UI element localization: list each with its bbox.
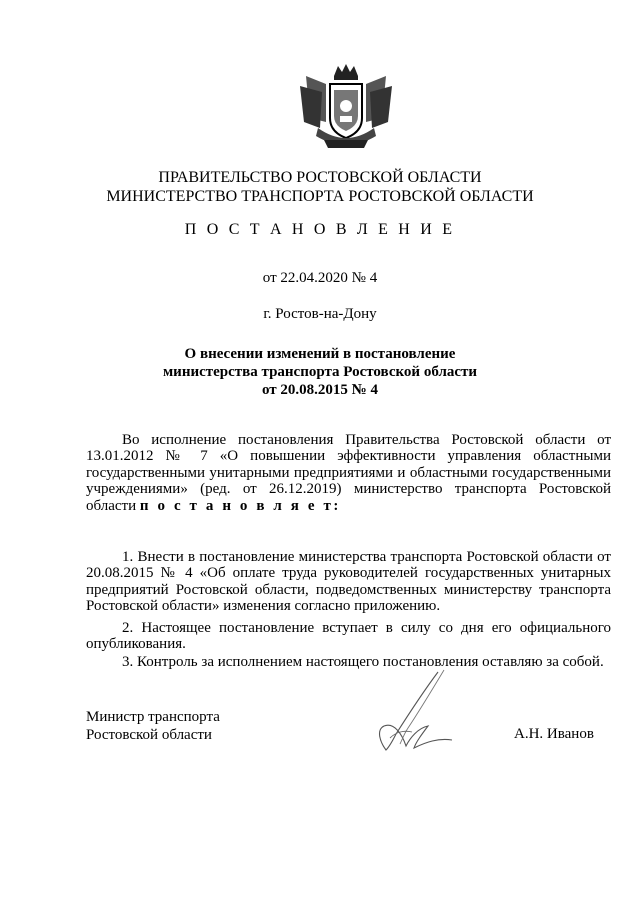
signatory-position	[86, 708, 220, 744]
document-type: П О С Т А Н О В Л Е Н И Е	[184, 221, 456, 238]
city: г. Ростов-на-Дону	[263, 306, 377, 322]
item-2: 2. Настоящее постановление вступает в силу со дня его официального опубликования.	[86, 620, 611, 653]
ministry-name: МИНИСТЕРСТВО ТРАНСПОРТА РОСТОВСКОЙ ОБЛАСТИ	[106, 188, 534, 205]
date-number: от 22.04.2020 № 4	[262, 270, 378, 286]
document-title-line-2: министерства транспорта Ростовской области	[162, 364, 478, 380]
intro-paragraph	[86, 432, 611, 514]
document-title-line-3: от 20.08.2015 № 4	[262, 382, 378, 398]
signatory-name: А.Н. Иванов	[514, 726, 594, 742]
government-name: ПРАВИТЕЛЬСТВО РОСТОВСКОЙ ОБЛАСТИ	[158, 169, 482, 186]
signature-image	[366, 668, 456, 758]
signatory-position-line-2: Ростовской области	[86, 727, 212, 743]
signatory-position-line-1: Министр транспорта	[86, 709, 220, 725]
document-title-line-1: О внесении изменений в постановление	[184, 346, 456, 362]
resolves-word: п о с т а н о в л я е т:	[139, 497, 342, 514]
intro-text: Во исполнение постановления Правительства Ростовской области от 13.01.2012 № 7 «О повышении эффективности управления областными государственными унитарными предприятиями и областными государственными учреждениями» (ред. от 26.12.2019) министерство транспорта Ростовской области	[86, 432, 611, 514]
coat-of-arms-icon	[296, 62, 396, 154]
item-3: 3. Контроль за исполнением настоящего постановления оставляю за собой.	[122, 654, 604, 670]
item-1: 1. Внести в постановление министерства транспорта Ростовской области от 20.08.2015 № 4 «Об оплате труда руководителей государственных унитарных предприятий Ростовской области, подведомственных министерству транспорта Ростовской области» изменения согласно приложению.	[86, 549, 611, 615]
